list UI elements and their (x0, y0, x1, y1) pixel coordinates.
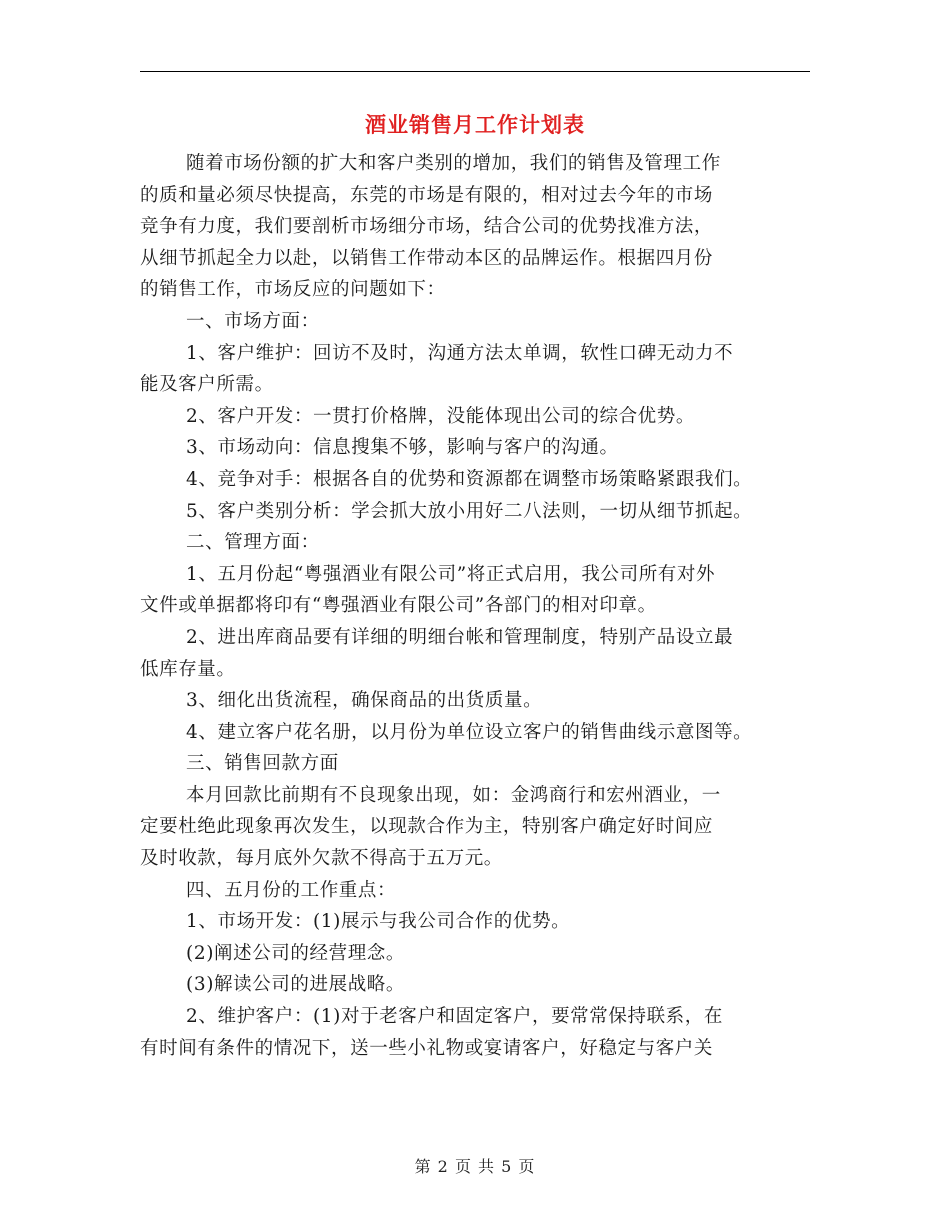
paragraph-line: 竞争有力度，我们要剖析市场细分市场，结合公司的优势找准方法， (140, 216, 714, 238)
document-title: 酒业销售月工作计划表 (365, 112, 585, 137)
paragraph-line: 本月回款比前期有不良现象出现，如：金鸿商行和宏州酒业，一 (186, 784, 721, 806)
paragraph-line: 定要杜绝此现象再次发生，以现款合作为主，特别客户确定好时间应 (140, 816, 714, 838)
paragraph-line: 1、市场开发：(1)展示与我公司合作的优势。 (186, 911, 571, 933)
header-rule (140, 71, 810, 72)
paragraph-line: 有时间有条件的情况下，送一些小礼物或宴请客户，好稳定与客户关 (140, 1037, 714, 1059)
paragraph-line: 的销售工作，市场反应的问题如下： (140, 279, 446, 301)
paragraph-line: 从细节抓起全力以赴，以销售工作带动本区的品牌运作。根据四月份 (140, 247, 714, 269)
paragraph-line: 2、进出库商品要有详细的明细台帐和管理制度，特别产品设立最 (186, 626, 734, 648)
paragraph-line: 1、客户维护：回访不及时，沟通方法太单调，软性口碑无动力不 (186, 342, 734, 364)
paragraph-line: 5、客户类别分析：学会抓大放小用好二八法则，一切从细节抓起。 (186, 500, 753, 522)
paragraph-line: (2)阐述公司的经营理念。 (186, 942, 406, 964)
paragraph-line: 随着市场份额的扩大和客户类别的增加，我们的销售及管理工作 (186, 153, 721, 174)
paragraph-line: (3)解读公司的进展战略。 (186, 974, 406, 996)
paragraph-line: 4、竞争对手：根据各自的优势和资源都在调整市场策略紧跟我们。 (186, 468, 753, 490)
document-body (140, 148, 812, 1064)
paragraph-line: 3、市场动向：信息搜集不够，影响与客户的沟通。 (186, 437, 619, 459)
paragraph-line: 能及客户所需。 (140, 374, 274, 396)
paragraph-line: 二、管理方面： (186, 532, 320, 554)
paragraph-line: 2、维护客户：(1)对于老客户和固定客户，要常常保持联系，在 (186, 1006, 723, 1028)
paragraph-line: 2、客户开发：一贯打价格牌，没能体现出公司的综合优势。 (186, 405, 695, 427)
page-indicator: 第 2 页 共 5 页 (414, 1157, 536, 1176)
paragraph-line: 三、销售回款方面 (186, 753, 339, 775)
paragraph-line: 一、市场方面： (186, 310, 320, 332)
paragraph-line: 4、建立客户花名册，以月份为单位设立客户的销售曲线示意图等。 (186, 721, 753, 743)
paragraph-line: 及时收款，每月底外欠款不得高于五万元。 (140, 848, 503, 870)
paragraph-line: 1、五月份起“粤强酒业有限公司”将正式启用，我公司所有对外 (186, 563, 716, 585)
paragraph-line: 文件或单据都将印有“粤强酒业有限公司”各部门的相对印章。 (140, 595, 657, 617)
paragraph-line: 3、细化出货流程，确保商品的出货质量。 (186, 690, 543, 712)
paragraph-line: 的质和量必须尽快提高，东莞的市场是有限的，相对过去今年的市场 (140, 184, 714, 206)
paragraph-line: 低库存量。 (140, 658, 236, 680)
paragraph-line: 四、五月份的工作重点： (186, 879, 397, 901)
